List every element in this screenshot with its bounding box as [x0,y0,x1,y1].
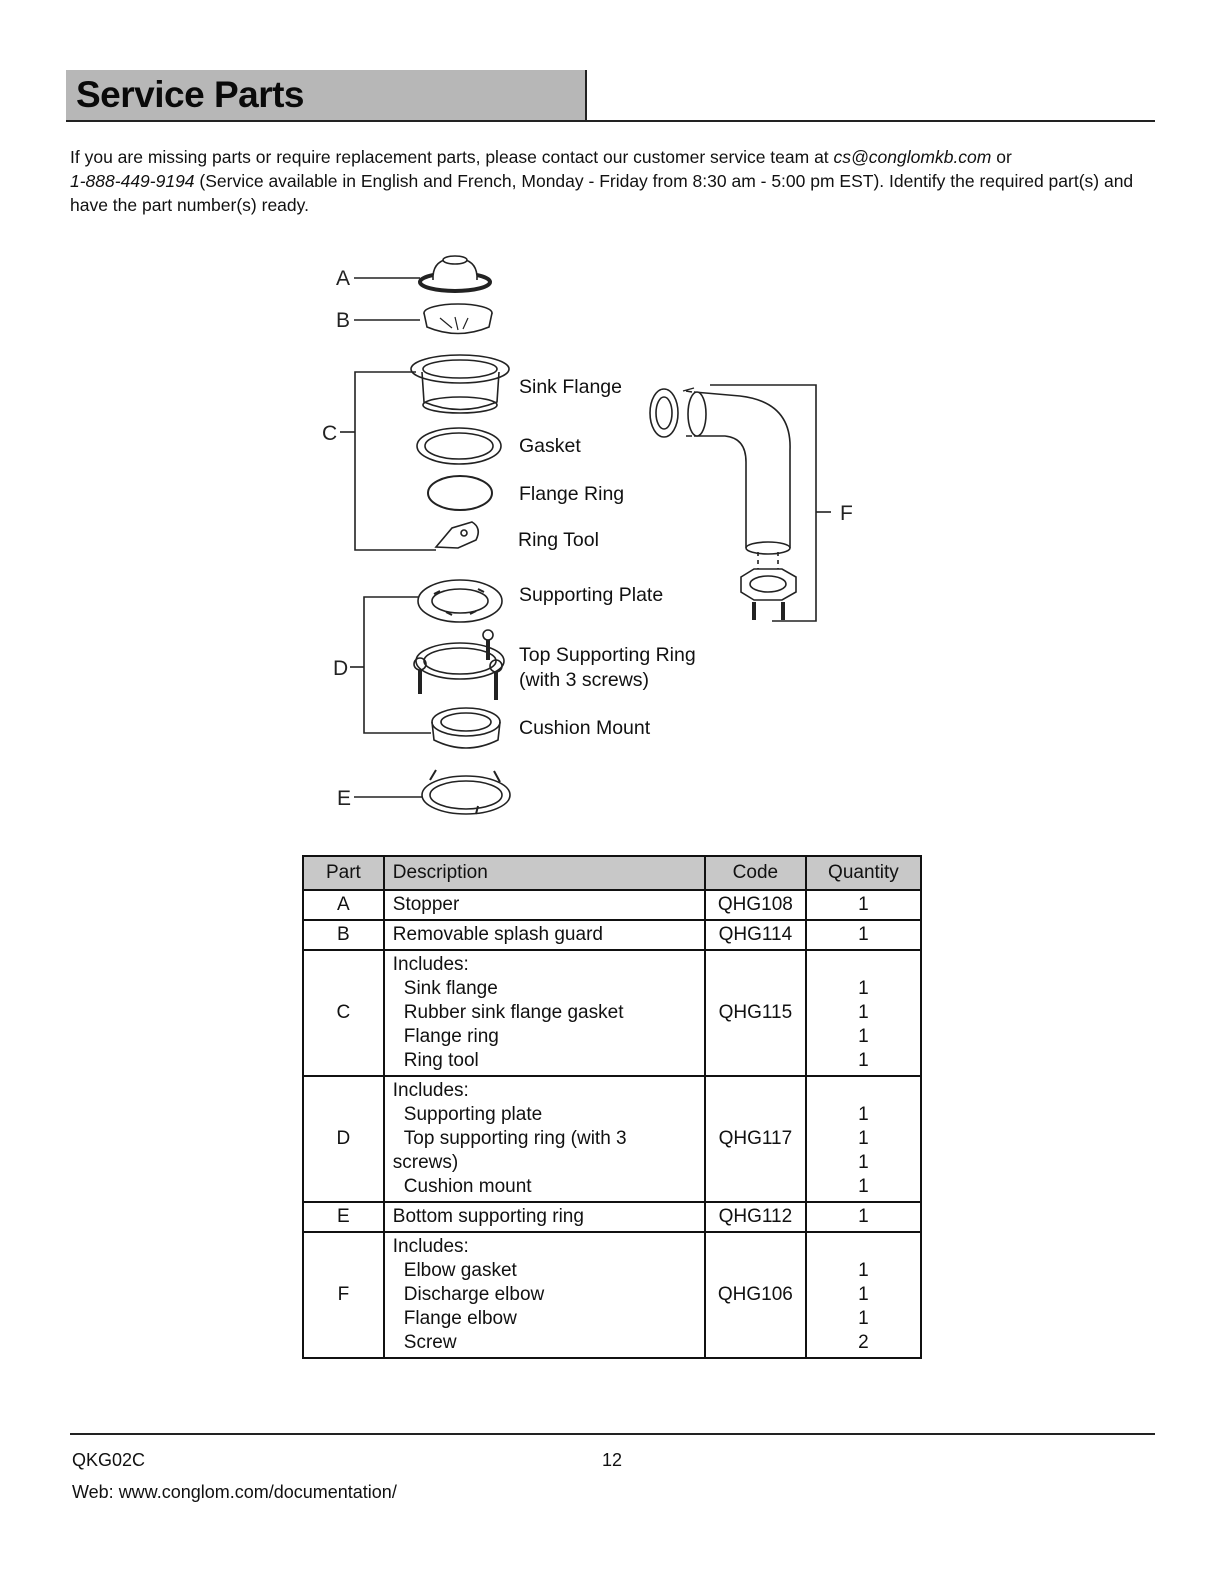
cell-quantity: 1 [806,1202,921,1232]
label-e: E [337,787,352,810]
cell-quantity [806,950,921,1076]
include-item: Elbow gasket [403,1260,517,1281]
table-row [303,920,921,950]
include-item: Screw [403,1332,457,1353]
label-c: C [322,422,338,445]
bracket-d [364,597,431,733]
intro-text-1: If you are missing parts or require replacement parts, please contact our customer service team at [70,147,834,167]
intro-text-3: (Service available in English and French, Monday - Friday from 8:30 am - 5:00 pm EST). Identify the required part(s) and have the part number(s) ready. [70,171,1134,215]
cell-description: Bottom supporting ring [384,1202,705,1232]
include-item: Ring tool [403,1050,479,1071]
label-top-supporting-ring-note: (with 3 screws) [519,669,650,691]
label-d: D [333,657,349,680]
parts-table [302,855,922,1359]
include-item: Sink flange [403,978,498,999]
include-qty: 1 [858,1104,869,1125]
cell-part: F [303,1232,384,1358]
header-rule [66,120,1155,122]
parts-diagram [300,240,860,830]
cell-description: Removable splash guard [384,920,705,950]
splash-guard-illustration [424,304,492,334]
include-item: Supporting plate [403,1104,543,1125]
cell-code: QHG108 [705,890,806,920]
label-supporting-plate: Supporting Plate [519,584,664,606]
support-email[interactable]: cs@conglomkb.com [833,147,992,167]
cell-description: Stopper [384,890,705,920]
include-qty: 1 [858,1284,869,1305]
footer-rule [70,1433,1155,1435]
cell-part: C [303,950,384,1076]
cell-code: QHG114 [705,920,806,950]
table-row [303,950,921,1076]
include-item: Top supporting ring (with 3 [403,1128,627,1149]
footer-web-link[interactable]: Web: www.conglom.com/documentation/ [72,1482,397,1502]
col-header-quantity: Quantity [806,856,921,890]
cell-quantity: 1 [806,890,921,920]
cell-part: B [303,920,384,950]
cell-code: QHG112 [705,1202,806,1232]
page-number: 12 [602,1450,623,1470]
cushion-mount-illustration [432,708,500,748]
elbow-assembly-illustration [650,388,796,620]
cell-part: A [303,890,384,920]
table-header-row [303,856,921,890]
label-sink-flange: Sink Flange [519,376,622,398]
col-header-description: Description [384,856,705,890]
col-header-code: Code [705,856,806,890]
page-title: Service Parts [76,74,305,115]
include-item-continued: screws) [392,1152,459,1173]
table-row [303,1232,921,1358]
cell-part: E [303,1202,384,1232]
intro-paragraph [70,145,1160,217]
include-qty: 1 [858,1260,869,1281]
cell-part: D [303,1076,384,1202]
cell-code: QHG106 [705,1232,806,1358]
cell-description [384,1232,705,1358]
ring-tool-illustration [436,522,478,548]
support-phone[interactable]: 1-888-449-9194 [70,171,195,191]
footer-model-code: QKG02C [72,1450,146,1470]
supporting-plate-illustration [418,580,502,622]
cell-code: QHG117 [705,1076,806,1202]
table-row [303,890,921,920]
stopper-illustration [420,256,490,291]
include-item: Cushion mount [403,1176,532,1197]
label-f: F [840,502,853,525]
cell-quantity [806,1232,921,1358]
bottom-supporting-ring-illustration [422,770,510,814]
include-item: Rubber sink flange gasket [403,1002,624,1023]
gasket-illustration [417,428,501,464]
label-b: B [336,309,351,332]
cell-quantity [806,1076,921,1202]
include-item: Flange ring [403,1026,499,1047]
include-qty: 1 [858,1152,869,1173]
label-gasket: Gasket [519,435,581,457]
cell-description [384,950,705,1076]
include-qty: 1 [858,1050,869,1071]
include-item: Discharge elbow [403,1284,545,1305]
includes-label: Includes: [392,954,469,975]
label-top-supporting-ring: Top Supporting Ring [519,644,696,666]
col-header-part: Part [303,856,384,890]
label-cushion-mount: Cushion Mount [519,717,651,739]
includes-label: Includes: [392,1236,469,1257]
include-item: Flange elbow [403,1308,517,1329]
label-flange-ring: Flange Ring [519,483,625,505]
intro-text-2: or [991,147,1012,167]
cell-quantity: 1 [806,920,921,950]
include-qty: 1 [858,1308,869,1329]
label-ring-tool: Ring Tool [518,529,599,551]
cell-code: QHG115 [705,950,806,1076]
table-row [303,1076,921,1202]
include-qty: 1 [858,1002,869,1023]
include-qty: 2 [858,1332,869,1353]
header-divider [585,70,587,122]
include-qty: 1 [858,978,869,999]
include-qty: 1 [858,1176,869,1197]
cell-description [384,1076,705,1202]
label-a: A [336,267,351,290]
include-qty: 1 [858,1026,869,1047]
sink-flange-illustration [411,355,509,413]
includes-label: Includes: [392,1080,469,1101]
include-qty: 1 [858,1128,869,1149]
top-supporting-ring-illustration [414,630,504,700]
table-row [303,1202,921,1232]
flange-ring-illustration [428,476,492,510]
